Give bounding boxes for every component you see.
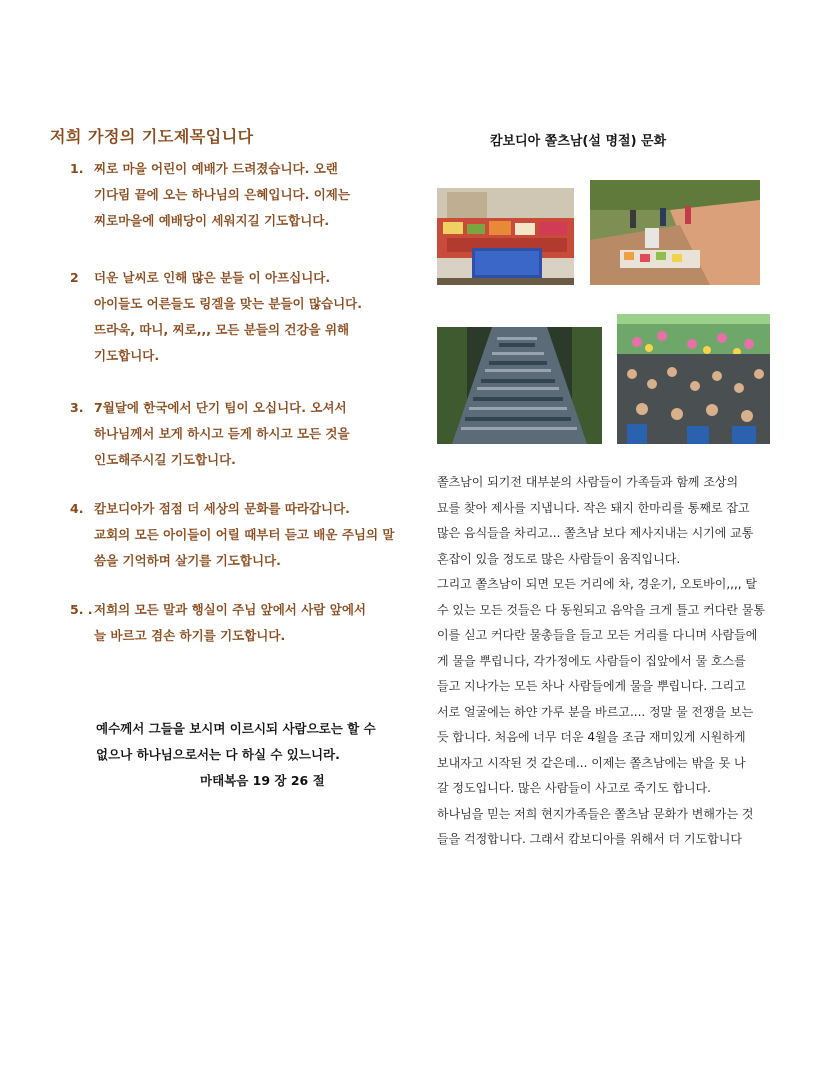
prayer-number: 3. xyxy=(70,400,84,415)
bible-verse xyxy=(96,716,416,794)
prayer-line: 기도합니다. xyxy=(94,348,160,363)
prayer-line: 캄보디아가 점점 더 세상의 문화를 따라갑니다. xyxy=(94,501,350,516)
article-line: 서로 얼굴에는 하얀 가루 분을 바르고.... 정말 물 전쟁을 보는 xyxy=(437,704,754,719)
prayer-item-1 xyxy=(70,156,410,234)
prayer-line: 기다림 끝에 오는 하나님의 은혜입니다. 이제는 xyxy=(94,187,350,202)
prayer-line: 7월달에 한국에서 단기 팀이 오십니다. 오셔서 xyxy=(94,400,347,415)
article-line: 혼잡이 있을 정도로 많은 사람들이 움직입니다. xyxy=(437,551,681,566)
prayer-line: 찌로마을에 예배당이 세워지길 기도합니다. xyxy=(94,213,330,228)
article-line: 수 있는 모든 것들은 다 동원되고 음악을 크게 틀고 커다란 물통 xyxy=(437,602,765,617)
verse-line: 없으나 하나님으로서는 다 하실 수 있느니라. xyxy=(96,747,340,762)
prayer-line: 저희의 모든 말과 행실이 주님 앞에서 사람 앞에서 xyxy=(94,602,366,617)
prayer-number: 5. . xyxy=(70,602,93,617)
article-line: 듯 합니다. 처음에 너무 더운 4월을 조금 재미있게 시원하게 xyxy=(437,730,746,744)
prayer-item-3 xyxy=(70,395,410,473)
prayer-number: 2 xyxy=(70,270,79,285)
prayer-line: 뜨라욱, 따니, 찌로,,, 모든 분들의 건강을 위해 xyxy=(94,322,350,337)
prayer-number: 1. xyxy=(70,161,84,176)
prayer-item-2 xyxy=(70,265,410,369)
prayer-line: 더운 날씨로 인해 많은 분들 이 아프십니다. xyxy=(94,270,331,285)
article-line: 많은 음식들을 차리고... 쫄츠남 보다 제사지내는 시기에 교통 xyxy=(437,526,754,540)
article-line: 하나님을 믿는 저희 현지가족들은 쫄츠남 문화가 변해가는 것 xyxy=(437,806,754,821)
article-line: 쫄츠남이 되기전 대부분의 사람들이 가족들과 함께 조상의 xyxy=(437,475,739,489)
prayer-number: 4. xyxy=(70,501,84,516)
offering-table-photo xyxy=(437,188,574,285)
prayer-item-5 xyxy=(70,597,410,649)
prayer-line: 하나님께서 보게 하시고 듣게 하시고 모든 것을 xyxy=(94,426,350,441)
article-body xyxy=(437,470,787,853)
article-line: 게 물을 뿌립니다, 각가정에도 사람들이 집앞에서 물 호스를 xyxy=(437,653,746,668)
article-title: 캄보디아 쫄츠남(설 명절) 문화 xyxy=(490,134,667,149)
article-line: 갈 정도입니다. 많은 사람들이 사고로 죽기도 합니다. xyxy=(437,781,711,795)
article-line: 이를 싣고 커다란 물총들을 들고 모든 거리를 다니며 사람들에 xyxy=(437,628,758,642)
article-line: 그리고 쫄츠남이 되면 모든 거리에 차, 경운기, 오토바이,,,, 탈 xyxy=(437,577,758,591)
crowd-aerial-photo xyxy=(437,327,602,444)
article-line: 보내자고 시작된 것 같은데... 이제는 쫄츠남에는 밖을 못 나 xyxy=(437,755,746,770)
prayer-line: 찌로 마을 어린이 예배가 드려졌습니다. 오랜 xyxy=(94,161,338,176)
prayer-line: 교회의 모든 아이들이 어릴 때부터 듣고 배운 주님의 말 xyxy=(94,527,395,542)
prayer-line: 아이들도 어른들도 링겔을 맞는 분들이 많습니다. xyxy=(94,296,363,311)
prayer-list-title: 저희 가정의 기도제목입니다 xyxy=(50,127,254,146)
article-line: 묘를 찾아 제사를 지냅니다. 작은 돼지 한마리를 통째로 잡고 xyxy=(437,500,750,515)
verse-reference: 마태복음 19 장 26 절 xyxy=(200,773,325,788)
article-line: 들을 걱정합니다. 그래서 캄보디아를 위해서 더 기도합니다 xyxy=(437,832,742,846)
article-line: 들고 지나가는 모든 차나 사람들에게 물을 뿌립니다. 그리고 xyxy=(437,679,746,693)
verse-line: 예수께서 그들을 보시며 이르시되 사람으로는 할 수 xyxy=(96,721,376,736)
grave-visit-photo xyxy=(590,180,760,285)
festival-crowd-photo xyxy=(617,314,770,444)
prayer-line: 씀을 기억하며 살기를 기도합니다. xyxy=(94,553,281,568)
prayer-line: 인도해주시길 기도합니다. xyxy=(94,452,236,467)
prayer-line: 늘 바르고 겸손 하기를 기도합니다. xyxy=(94,628,286,643)
prayer-item-4 xyxy=(70,496,410,574)
